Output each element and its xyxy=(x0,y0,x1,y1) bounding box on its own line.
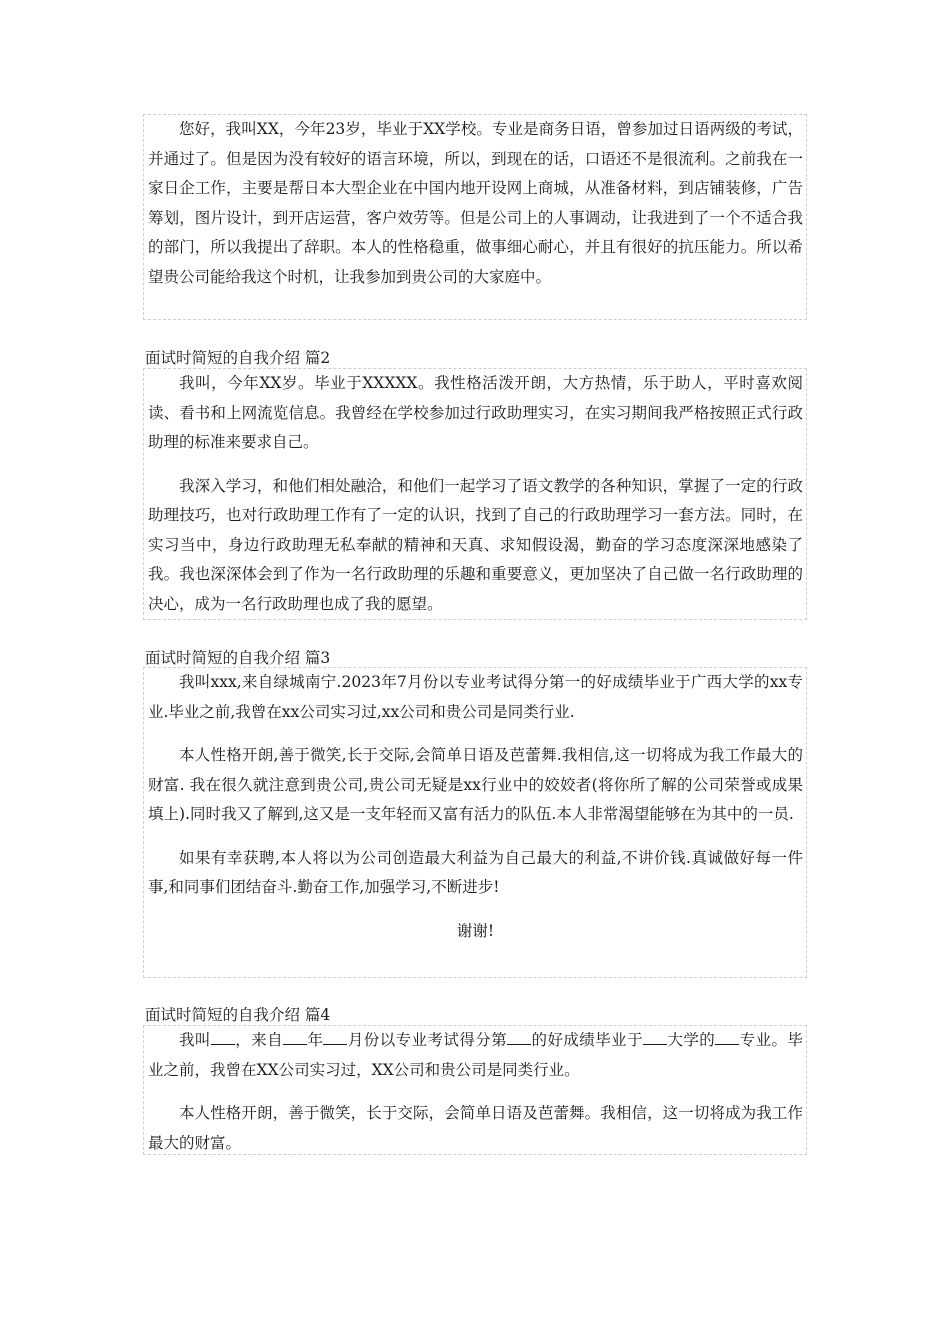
intro-box-3 xyxy=(143,667,807,978)
intro-3-paragraph-3: 如果有幸获聘,本人将以为公司创造最大利益为自己最大的利益,不讲价钱.真诚做好每一件事,和同事们团结奋斗.勤奋工作,加强学习,不断进步! xyxy=(148,848,803,896)
intro-4-paragraph-1 xyxy=(144,1026,806,1085)
blank-name xyxy=(211,1030,235,1045)
p1-part-2: ，来自 xyxy=(234,1031,284,1049)
intro-3-paragraph-1: 我叫xxx,来自绿城南宁.2023年7月份以专业考试得分第一的好成绩毕业于广西大学的xx专业.毕业之前,我曾在xx公司实习过,xx公司和贵公司是同类行业. xyxy=(148,673,803,721)
blank-university xyxy=(643,1030,667,1045)
blank-origin xyxy=(283,1030,307,1045)
intro-2-paragraph-2: 我深入学习，和他们相处融洽，和他们一起学习了语文教学的各种知识，掌握了一定的行政助理技巧，也对行政助理工作有了一定的认识，找到了自己的行政助理学习一套方法。同时，在实习当中，身边行政助理无私奉献的精神和天真、求知假设渴，勤奋的学习态度深深地感染了我。我也深深体会到了作为一名行政助理的乐趣和重要意义，更加坚决了自己做一名行政助理的决心，成为一名行政助理也成了我的愿望。 xyxy=(148,476,803,613)
blank-major xyxy=(715,1030,739,1045)
intro-2-paragraph-1: 我叫，今年XX岁。毕业于XXXXX。我性格活泼开朗，大方热情，乐于助人，平时喜欢阅读、看书和上网流览信息。我曾经在学校参加过行政助理实习，在实习期间我严格按照正式行政助理的标准来要求自己。 xyxy=(148,374,803,451)
intro-1-paragraph: 您好，我叫XX，今年23岁，毕业于XX学校。专业是商务日语，曾参加过日语两级的考试，并通过了。但是因为没有较好的语言环境，所以，到现在的话，口语还不是很流利。之前我在一家日企工作，主要是帮日本大型企业在中国内地开设网上商城，从准备材料，到店铺装修，广告筹划，图片设计，到开店运营，客户效劳等。但是公司上的人事调动，让我进到了一个不适合我的部门，所以我提出了辞职。本人的性格稳重，做事细心耐心，并且有很好的抗压能力。所以希望贵公司能给我这个时机，让我参加到贵公司的大家庭中。 xyxy=(148,120,803,286)
intro-3-thanks: 谢谢! xyxy=(456,921,495,940)
blank-month xyxy=(323,1030,347,1045)
p1-part-7: 专业。毕业之前，我曾在XX公司实习过，XX公司和贵公司是同类行业。 xyxy=(148,1031,803,1079)
intro-box-1 xyxy=(143,114,807,320)
intro-box-4 xyxy=(143,1025,807,1155)
intro-3-paragraph-2: 本人性格开朗,善于微笑,长于交际,会简单日语及芭蕾舞.我相信,这一切将成为我工作最大的财富. 我在很久就注意到贵公司,贵公司无疑是xx行业中的姣姣者(将你所了解的公司荣誉或成果填上).同时我又了解到,这又是一支年轻而又富有活力的队伍.本人非常渴望能够在为其中的一员. xyxy=(148,746,803,823)
intro-4-paragraph-2: 本人性格开朗，善于微笑，长于交际，会简单日语及芭蕾舞。我相信，这一切将成为我工作最大的财富。 xyxy=(148,1104,803,1152)
p1-part-5: 的好成绩毕业于 xyxy=(531,1031,644,1049)
p1-part-4: 月份以专业考试得分第 xyxy=(347,1031,508,1049)
section-3-heading: 面试时简短的自我介绍 篇3 xyxy=(145,649,331,667)
section-2-heading: 面试时简短的自我介绍 篇2 xyxy=(145,349,331,367)
intro-box-2 xyxy=(143,368,807,620)
p1-part-6: 大学的 xyxy=(667,1031,716,1049)
p1-part-1: 我叫 xyxy=(179,1031,211,1049)
blank-rank xyxy=(507,1030,531,1045)
p1-part-3: 年 xyxy=(307,1031,324,1049)
section-4-heading: 面试时简短的自我介绍 篇4 xyxy=(145,1006,331,1024)
